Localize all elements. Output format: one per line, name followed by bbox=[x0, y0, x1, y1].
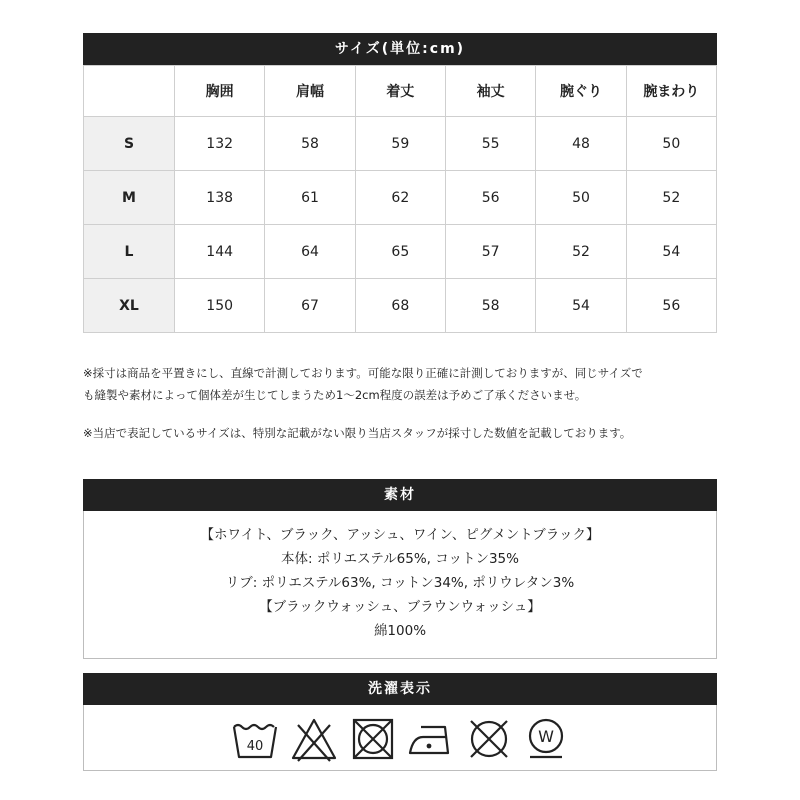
column-header: 腕まわり bbox=[626, 66, 716, 117]
table-cell: 150 bbox=[175, 279, 265, 333]
material-box bbox=[83, 511, 717, 659]
table-cell: 56 bbox=[626, 279, 716, 333]
wet-clean-icon bbox=[522, 715, 570, 763]
measurement-note bbox=[83, 362, 723, 406]
column-header: 腕ぐり bbox=[536, 66, 626, 117]
material-line: リブ: ポリエステル63%, コットン34%, ポリウレタン3% bbox=[225, 575, 575, 591]
table-cell: 50 bbox=[626, 117, 716, 171]
size-label: S bbox=[84, 117, 175, 171]
material-section-title: 素材 bbox=[83, 479, 717, 511]
table-cell: 50 bbox=[536, 171, 626, 225]
size-label: L bbox=[84, 225, 175, 279]
wash-40-icon bbox=[231, 715, 279, 763]
measurement-note-line: も縫製や素材によって個体差が生じてしまうため1〜2cm程度の誤差は予めご了承くださいませ。 bbox=[83, 388, 587, 402]
material-line: 綿100% bbox=[373, 623, 427, 639]
material-line: 【ホワイト、ブラック、アッシュ、ワイン、ピグメントブラック】 bbox=[200, 527, 600, 543]
column-header: 着丈 bbox=[355, 66, 445, 117]
table-cell: 67 bbox=[265, 279, 355, 333]
table-cell: 138 bbox=[175, 171, 265, 225]
no-dry-clean-icon bbox=[465, 715, 513, 763]
material-line: 本体: ポリエステル65%, コットン35% bbox=[281, 551, 519, 567]
table-cell: 52 bbox=[536, 225, 626, 279]
size-table bbox=[83, 65, 717, 333]
size-section-title: サイズ(単位:cm) bbox=[83, 33, 717, 65]
table-cell: 58 bbox=[445, 279, 535, 333]
table-cell: 144 bbox=[175, 225, 265, 279]
table-cell: 54 bbox=[536, 279, 626, 333]
table-cell: 55 bbox=[445, 117, 535, 171]
table-cell: 132 bbox=[175, 117, 265, 171]
no-bleach-icon bbox=[290, 715, 338, 763]
wash-temperature: 40 bbox=[246, 739, 264, 754]
size-label: XL bbox=[84, 279, 175, 333]
column-header: 袖丈 bbox=[445, 66, 535, 117]
wet-clean-letter: W bbox=[538, 727, 554, 746]
table-row bbox=[84, 171, 717, 225]
size-label: M bbox=[84, 171, 175, 225]
column-header: 肩幅 bbox=[265, 66, 355, 117]
table-cell: 54 bbox=[626, 225, 716, 279]
column-header: 胸囲 bbox=[175, 66, 265, 117]
table-cell: 48 bbox=[536, 117, 626, 171]
iron-low-icon bbox=[407, 715, 455, 763]
table-cell: 58 bbox=[265, 117, 355, 171]
table-row bbox=[84, 279, 717, 333]
no-tumble-dry-icon bbox=[349, 715, 397, 763]
table-cell: 64 bbox=[265, 225, 355, 279]
table-cell: 61 bbox=[265, 171, 355, 225]
size-source-note: ※当店で表記しているサイズは、特別な記載がない限り当店スタッフが採寸した数値を記載しております。 bbox=[83, 426, 632, 440]
table-cell: 62 bbox=[355, 171, 445, 225]
table-row bbox=[84, 225, 717, 279]
table-cell: 65 bbox=[355, 225, 445, 279]
care-section-title: 洗濯表示 bbox=[83, 673, 717, 705]
table-cell: 59 bbox=[355, 117, 445, 171]
table-row bbox=[84, 117, 717, 171]
table-cell: 56 bbox=[445, 171, 535, 225]
table-cell: 52 bbox=[626, 171, 716, 225]
size-table-corner bbox=[84, 66, 175, 117]
table-cell: 68 bbox=[355, 279, 445, 333]
material-line: 【ブラックウォッシュ、ブラウンウォッシュ】 bbox=[259, 599, 541, 615]
table-cell: 57 bbox=[445, 225, 535, 279]
care-box bbox=[83, 705, 717, 771]
size-table-header-row bbox=[84, 66, 717, 117]
measurement-note-line: ※採寸は商品を平置きにし、直線で計測しております。可能な限り正確に計測しておりますが、同じサイズで bbox=[83, 366, 643, 380]
